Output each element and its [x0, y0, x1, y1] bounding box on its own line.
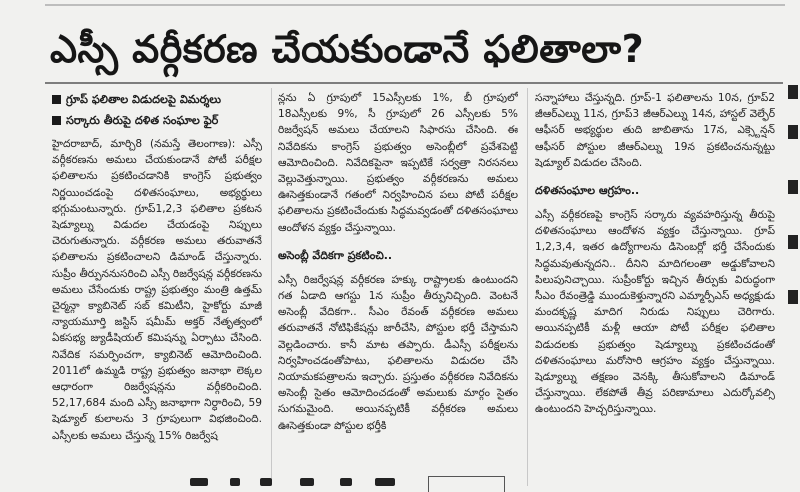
blurb-item: [52, 92, 262, 107]
top-rule: [45, 4, 785, 6]
subheading: దళితసంఘాల ఆగ్రహం..: [535, 184, 640, 198]
body-paragraph: హైదరాబాద్, మార్చి8 (నమస్తే తెలంగాణ): ఎస్సీ వర్గీకరణను అమలు చేయకుండానే పోటీ పరీక్షల ఫలితాలను ప్రకటించడానికి కాంగ్రెస్ ప్రభుత్వం నిర్ణయించడంపై దళితసంఘాలు, అభ్యర్థులు భగ్గుమంటున్నారు. గ్రూప్1,2,3 ఫలితాల ప్రకటన షెడ్యూల్ను విడుదల చేయడంపై నిప్పులు చెరుగుతున్నారు. వర్గీకరణ అమలు తరువాతనే ఫలితాలను ప్రకటించాలని డిమాండ్ చేస్తున్నారు. సుప్రీం తీర్పుననుసరించి ఎస్సీ రిజర్వేషన్ల వర్గీకరణను అమలు చేసేందుకు రాష్ట్ర ప్రభుత్వం మంత్రి ఉత్తమ్ చైర్మన్గా క్యాబినెట్ సబ్ కమిటీని, హైకోర్టు మాజీ న్యాయమూర్తి జస్టిస్ షమీమ్ అక్తర్ నేతృత్వంలో ఏకసభ్య జ్యుడీషియల్ కమిషన్ను ఏర్పాటు చేసింది. నివేదిక సమర్పించగా, క్యాబినెట్ ఆమోదించింది. 2011లో ఉమ్మడి రాష్ట్ర ప్రభుత్వం జనాభా లెక్కల ఆధారంగా రిజర్వేషన్లను వర్గీకరించింది. 52,17,684 మంది ఎస్సీ జనాభాగా నిర్ధారించి, 59 షెడ్యూల్ కులాలను 3 గ్రూపులుగా విభజించింది. ఎస్సీలకు అమలు చేస్తున్న 15% రిజర్వేష: [52, 138, 262, 442]
column-1: [52, 90, 262, 486]
ink-fragment: [260, 478, 272, 486]
blurb-text: సర్కారు తీరుపై దళిత సంఘాల ఫైర్: [66, 114, 219, 127]
body-paragraph: సన్నాహాలు చేస్తున్నది. గ్రూప్-1 ఫలితాలను 10న, గ్రూప్2 జీఆర్ఎల్ను 11న, గ్రూప్3 జీఆర్ఎల్ను 14న, హాస్టల్ వెల్ఫేర్ ఆఫీసర్ అభ్యర్థుల తుది జాబితాను 17న, ఎక్స్టెన్షన్ ఆఫీసర్ పోస్టుల జీఆర్ఎల్ను 19న ప్రకటించనున్నట్టు షెడ్యూల్ విడుదల చేసింది.: [535, 92, 775, 169]
edge-glyph: [788, 290, 798, 304]
headline-rule: [45, 82, 783, 84]
ink-fragment: [190, 478, 208, 486]
body-paragraph: ఎస్సీ రిజర్వేషన్ల వర్గీకరణ హక్కు రాష్ట్రాలకు ఉంటుందని గత ఏడాది ఆగస్టు 1న సుప్రీం తీర్పునిచ్చింది. వెంటనే అసెంబ్లీ వేదికగా.. సీఎం రేవంత్ వర్గీకరణ అమలు తరువాతనే నోటిఫికేషన్లు జారీచేసి, పోస్టుల భర్తీ చేస్తామని వెల్లడించారు. కానీ మాట తప్పారు. డీఎస్సీ పరీక్షలను నిర్వహించడంతోపాటు, ఫలితాలను విడుదల చేసి నియామకపత్రాలను ఇచ్చారు. ప్రస్తుతం వర్గీకరణ నివేదికను అసెంబ్లీ సైతం ఆమోదించడంతో అమలుకు మార్గం సైతం సుగమమైంది. అయినప్పటికీ వర్గీకరణ అమలు ఊసెత్తకుండా పోస్టుల భర్తీకి: [278, 273, 518, 432]
subheading: అసెంబ్లీ వేదికగా ప్రకటించి..: [278, 248, 393, 262]
ink-fragment: [340, 478, 352, 486]
column-3: [535, 90, 775, 486]
edge-glyph: [788, 235, 798, 249]
body-paragraph: ఎస్సీ వర్గీకరణపై కాంగ్రెస్ సర్కారు వ్యవహరిస్తున్న తీరుపై దళితసంఘాలు ఆందోళన వ్యక్తం చేస్తున్నాయి. గ్రూప్ 1,2,3,4, ఇతర ఉద్యోగాలను డిసెంబర్లో భర్తీ చేసేందుకు సిద్ధమవుతున్నదని.. దీనిని మాదిగలంతా అడ్డుకోవాలని పిలుపునిచ్చాయి. సుప్రీంకోర్టు ఇచ్చిన తీర్పుకు విరుద్ధంగా సీఎం రేవంత్రెడ్డి ముందుకెళ్తున్నారని ఎమ్మార్పీఎస్ అధ్యక్షుడు మందకృష్ణ మాదిగ నిరుడు నిప్పులు చెరిగారు. అయినప్పటికీ మళ్లీ ఆయా పోటీ పరీక్షల ఫలితాల విడుదలకు ప్రభుత్వం షెడ్యూల్ను ప్రకటించడంతో దళితసంఘాలు మరోసారి ఆగ్రహం వ్యక్తం చేస్తున్నాయి. షెడ్యూల్ను తక్షణం వెనక్కి తీసుకోవాలని డిమాండ్ చేస్తున్నాయి. లేకపోతే తీవ్ర పరిణామాలు ఎదుర్కోవల్సి ఉంటుందని హెచ్చరిస్తున్నాయి.: [535, 209, 775, 416]
column-divider: [271, 88, 272, 486]
body-paragraph: న్లను ఏ గ్రూపులో 15ఎస్సీలకు 1%, బీ గ్రూపులో 18ఎస్సీలకు 9%, సీ గ్రూపులో 26 ఎస్సీలకు 5% రిజర్వేషన్ అమలు చేయాలని సిఫారసు చేసింది. ఈ నివేదికను కాంగ్రెస్ ప్రభుత్వం అసెంబ్లీలో ప్రవేశపెట్టి ఆమోదించింది. నివేదికపైనా ఇప్పటికే సర్వత్రా నిరసనలు వెల్లువెత్తున్నాయి. ప్రభుత్వం వర్గీకరణను అమలు ఊసెత్తకుండానే గతంలో నిర్వహించిన పలు పోటీ పరీక్షల ఫలితాలను ప్రకటించేందుకు సిద్ధమవ్వడంతో దళితసంఘాలు ఆందోళన వ్యక్తం చేస్తున్నాయి.: [278, 92, 518, 234]
ink-fragment: [300, 478, 314, 486]
square-bullet-icon: [52, 95, 61, 104]
bottom-box: [428, 476, 505, 492]
adjacent-article-edge: [786, 85, 800, 315]
blurb-item: [52, 113, 262, 128]
edge-glyph: [788, 85, 798, 99]
column-2: [278, 90, 518, 486]
edge-glyph: [788, 125, 798, 139]
blurb-list: [52, 92, 262, 128]
edge-glyph: [788, 180, 798, 194]
column-divider: [527, 88, 528, 486]
square-bullet-icon: [52, 116, 61, 125]
ink-fragment: [230, 478, 240, 486]
ink-fragment: [375, 478, 395, 486]
headline: ఎస్సీ వర్గీకరణ చేయకుండానే ఫలితాలా?: [50, 27, 645, 71]
blurb-text: గ్రూప్ ఫలితాల విడుదలపై విమర్శలు: [66, 93, 222, 106]
